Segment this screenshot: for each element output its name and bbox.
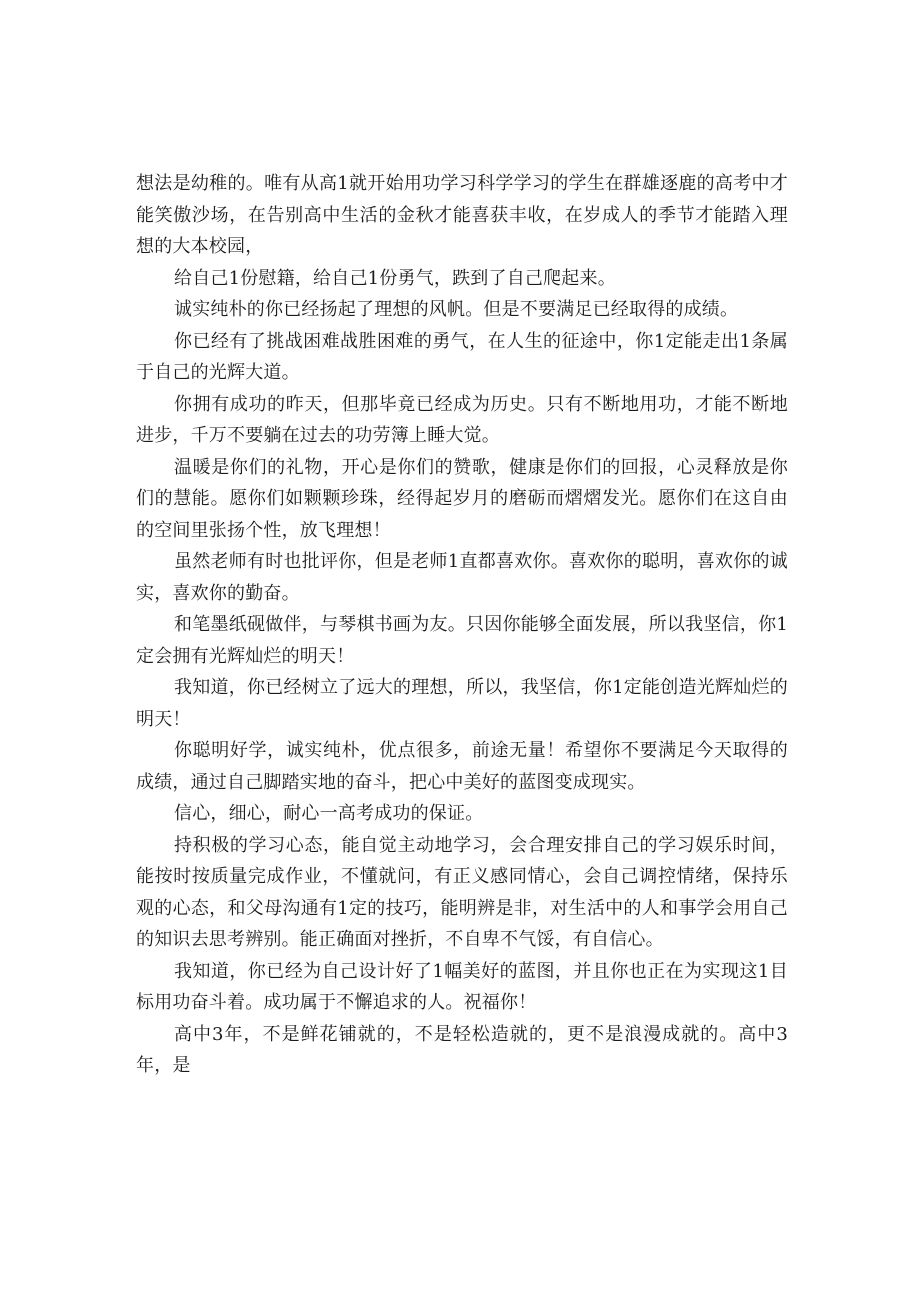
paragraph: 诚实纯朴的你已经扬起了理想的风帆。但是不要满足已经取得的成绩。: [174, 299, 739, 320]
document-body: [136, 168, 788, 1082]
paragraph: 温暖是你们的礼物，开心是你们的赞歌，健康是你们的回报，心灵释放是你们的慧能。愿你们如颗颗珍珠，经得起岁月的磨砺而熠熠发光。愿你们在这自由的空间里张扬个性，放飞理想！: [136, 456, 788, 541]
paragraph: 你已经有了挑战困难战胜困难的勇气，在人生的征途中，你1定能走出1条属于自己的光辉大道。: [136, 330, 788, 383]
paragraph: 持积极的学习心态，能自觉主动地学习，会合理安排自己的学习娱乐时间，能按时按质量完成作业，不懂就问，有正义感同情心，会自己调控情绪，保持乐观的心态，和父母沟通有1定的技巧，能明辨是非，对生活中的人和事学会用自己的知识去思考辨别。能正确面对挫折，不自卑不气馁，有自信心。: [136, 834, 788, 950]
paragraph: 信心，细心，耐心一高考成功的保证。: [174, 803, 484, 824]
paragraph-truncated: 高中3年，不是鲜花铺就的，不是轻松造就的，更不是浪漫成就的。高中3年，是: [136, 1023, 788, 1076]
paragraph: 给自己1份慰籍，给自己1份勇气，跌到了自己爬起来。: [174, 267, 616, 289]
paragraph: 你拥有成功的昨天，但那毕竟已经成为历史。只有不断地用功，才能不断地进步，千万不要躺在过去的功劳簿上睡大觉。: [136, 393, 788, 446]
paragraph: 和笔墨纸砚做伴，与琴棋书画为友。只因你能够全面发展，所以我坚信，你1定会拥有光辉灿烂的明天！: [136, 614, 788, 667]
paragraph-continuation: 想法是幼稚的。唯有从高1就开始用功学习科学学习的学生在群雄逐鹿的高考中才能笑傲沙场，在告别高中生活的金秋才能喜获丰收，在岁成人的季节才能踏入理想的大本校园，: [136, 173, 788, 257]
paragraph: 你聪明好学，诚实纯朴，优点很多，前途无量！希望你不要满足今天取得的成绩，通过自己脚踏实地的奋斗，把心中美好的蓝图变成现实。: [136, 740, 788, 793]
paragraph: 我知道，你已经树立了远大的理想，所以，我坚信，你1定能创造光辉灿烂的明天！: [136, 677, 788, 730]
paragraph: 我知道，你已经为自己设计好了1幅美好的蓝图，并且你也正在为实现这1目标用功奋斗着。成功属于不懈追求的人。祝福你！: [136, 960, 788, 1013]
paragraph: 虽然老师有时也批评你，但是老师1直都喜欢你。喜欢你的聪明，喜欢你的诚实，喜欢你的勤奋。: [136, 551, 788, 604]
